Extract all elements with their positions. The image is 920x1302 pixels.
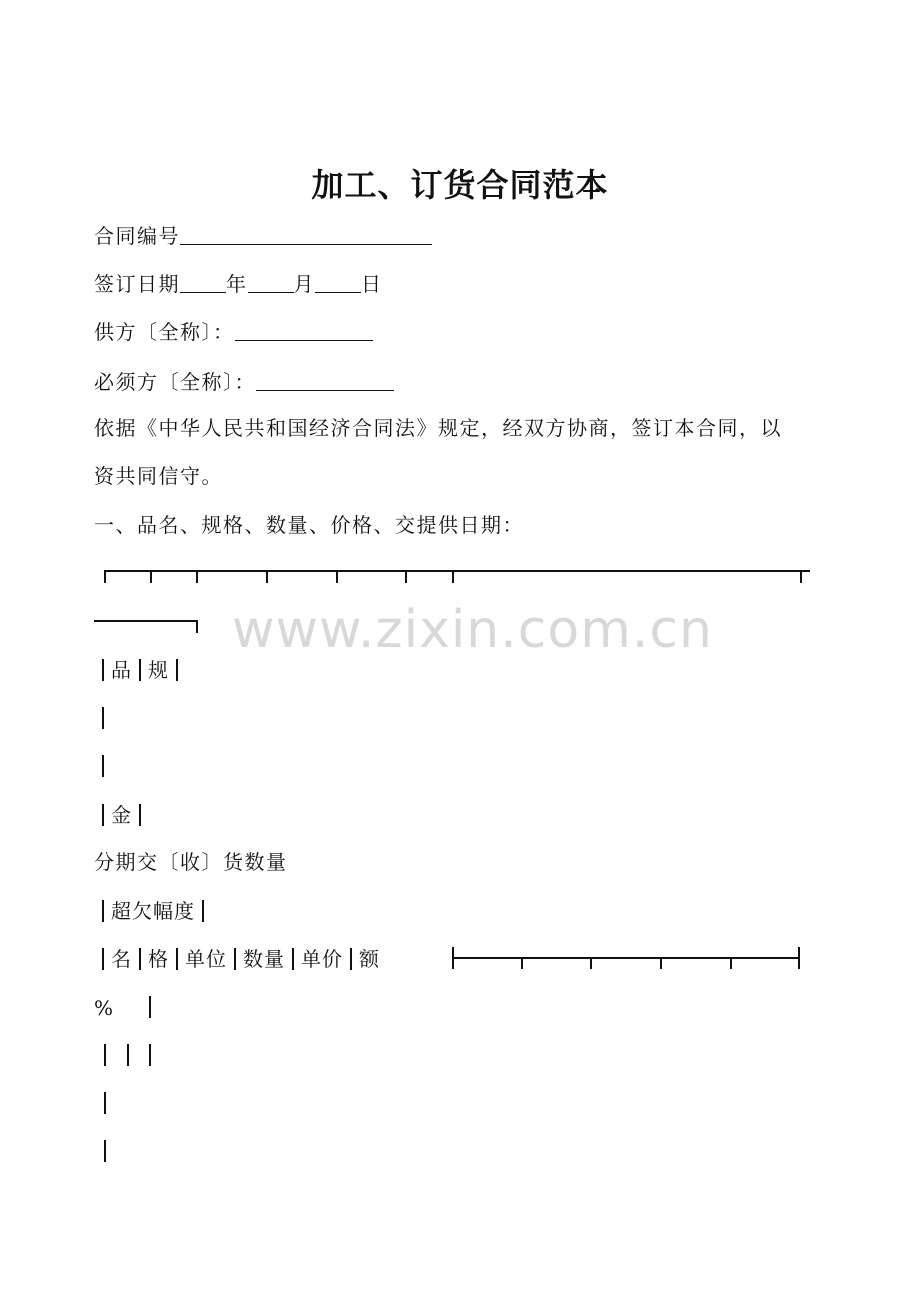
watermark: www.zixin.com.cn <box>232 600 713 660</box>
cell-border <box>139 659 141 681</box>
supplier-line <box>94 318 373 346</box>
table-border <box>127 1044 129 1066</box>
table-border <box>149 1044 151 1066</box>
buyer-line <box>94 368 394 396</box>
header-unit: 单位 <box>185 947 227 971</box>
supplier-blank[interactable] <box>235 320 373 341</box>
table-border <box>104 1140 106 1162</box>
contract-number-label: 合同编号 <box>94 224 180 248</box>
contract-number-blank[interactable] <box>180 224 432 245</box>
cell-border <box>102 948 104 970</box>
table-row-name-spec <box>94 656 185 684</box>
table-border <box>149 996 151 1018</box>
year-blank[interactable] <box>180 272 226 293</box>
table-tick <box>800 570 802 583</box>
cell-border <box>139 948 141 970</box>
cell-border <box>176 948 178 970</box>
table-top-rule <box>104 570 810 572</box>
header-spec: 格 <box>148 947 169 971</box>
contract-number-line <box>94 222 432 250</box>
table-second-rule <box>94 620 198 622</box>
header-unit-price: 单价 <box>301 947 343 971</box>
table-header-row <box>94 945 380 973</box>
cell-pin: 品 <box>111 658 132 682</box>
cell-border <box>102 707 104 729</box>
cell-border <box>350 948 352 970</box>
table-tick <box>266 570 268 583</box>
table-border <box>798 947 800 969</box>
header-amount: 额 <box>359 947 380 971</box>
table-row-percent <box>94 994 114 1022</box>
header-name: 名 <box>111 947 132 971</box>
cell-border <box>234 948 236 970</box>
cell-border <box>102 804 104 826</box>
cell-jin: 金 <box>111 803 132 827</box>
supplier-label: 供方〔全称〕： <box>94 320 235 344</box>
month-label: 月 <box>293 272 315 296</box>
table-row-over-under <box>94 897 211 925</box>
cell-border <box>102 755 104 777</box>
table-row-empty <box>94 704 111 732</box>
installment-label: 分期交〔收〕货数量 <box>94 850 288 874</box>
buyer-blank[interactable] <box>256 370 394 391</box>
intro-line-1: 依据《中华人民共和国经济合同法》规定，经双方协商，签订本合同，以 <box>94 416 782 440</box>
year-label: 年 <box>226 272 248 296</box>
cell-gui: 规 <box>148 658 169 682</box>
table-tick <box>590 957 592 969</box>
cell-over-under: 超欠幅度 <box>111 899 195 923</box>
table-tick <box>104 570 106 583</box>
table-row-gold <box>94 801 148 829</box>
table-tick <box>196 570 198 583</box>
day-blank[interactable] <box>315 272 361 293</box>
table-tick <box>150 570 152 583</box>
table-tick <box>730 957 732 969</box>
table-border <box>104 1044 106 1066</box>
intro-line-2: 资共同信守。 <box>94 464 223 488</box>
table-row-empty <box>94 752 111 780</box>
buyer-label: 必须方〔全称〕： <box>94 370 256 394</box>
table-border <box>104 1092 106 1114</box>
table-tick <box>196 620 198 633</box>
table-tick <box>660 957 662 969</box>
cell-border <box>176 659 178 681</box>
page-title: 加工、订货合同范本 <box>311 166 609 204</box>
header-qty: 数量 <box>243 947 285 971</box>
table-middle-rule <box>452 957 800 959</box>
day-label: 日 <box>361 272 383 296</box>
sign-date-line <box>94 270 383 298</box>
sign-date-label: 签订日期 <box>94 272 180 296</box>
table-tick <box>452 570 454 583</box>
cell-border <box>292 948 294 970</box>
cell-percent: % <box>94 996 115 1020</box>
month-blank[interactable] <box>248 272 294 293</box>
cell-border <box>139 804 141 826</box>
table-tick <box>405 570 407 583</box>
table-tick <box>521 957 523 969</box>
cell-border <box>102 900 104 922</box>
section-1-heading: 一、品名、规格、数量、价格、交提供日期： <box>94 513 524 537</box>
cell-border <box>202 900 204 922</box>
table-tick <box>336 570 338 583</box>
cell-border <box>102 659 104 681</box>
